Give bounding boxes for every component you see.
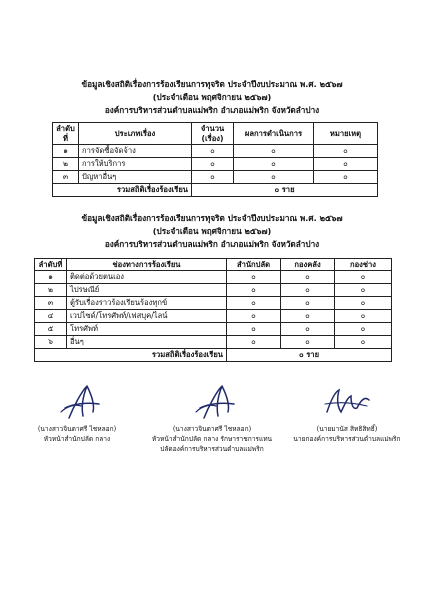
row-channel: อื่นๆ — [67, 336, 227, 349]
total-value: ๐ ราย — [227, 349, 392, 362]
header-remark: หมายเหตุ — [314, 123, 378, 145]
section2-title — [0, 212, 424, 251]
row-topic: การให้บริการ — [79, 158, 192, 171]
row-finance: ๐ — [281, 297, 335, 310]
row-finance: ๐ — [281, 323, 335, 336]
row-no: ๒ — [53, 158, 79, 171]
signature-image — [182, 382, 242, 422]
signatory-position: หัวหน้าสำนักปลัด กลาง รักษาราชการแทน — [151, 435, 273, 443]
header-office: สำนักปลัด — [227, 259, 281, 271]
section1-title-line-1: ข้อมูลเชิงสถิติเรื่องการร้องเรียนการทุจริต ประจำปีงบประมาณ พ.ศ. ๒๕๖๗ — [81, 79, 343, 89]
row-channel: โทรศัพท์ — [67, 323, 227, 336]
row-engineering: ๐ — [335, 323, 392, 336]
row-office: ๐ — [227, 310, 281, 323]
table-row — [35, 323, 392, 336]
signatory-position: ปลัดองค์การบริหารส่วนตำบลแม่พริก — [160, 445, 264, 453]
signature-block-1 — [2, 382, 152, 444]
total-row — [35, 349, 392, 362]
row-no: ๓ — [35, 297, 67, 310]
row-result: ๐ — [234, 171, 314, 184]
header-count-line-1: จำนวน — [200, 123, 225, 133]
total-row — [53, 184, 378, 197]
row-count: ๐ — [192, 158, 234, 171]
row-office: ๐ — [227, 284, 281, 297]
section2-title-line-3: องค์การบริหารส่วนตำบลแม่พริก อำเภอแม่พริก จังหวัดลำปาง — [104, 239, 320, 249]
row-engineering: ๐ — [335, 310, 392, 323]
row-topic: การจัดซื้อจัดจ้าง — [79, 145, 192, 158]
row-finance: ๐ — [281, 336, 335, 349]
row-no: ๒ — [35, 284, 67, 297]
complaint-type-table — [52, 122, 378, 197]
header-result: ผลการดำเนินการ — [234, 123, 314, 145]
row-topic: ปัญหาอื่นๆ — [79, 171, 192, 184]
table-row — [53, 145, 378, 158]
row-no: ๓ — [53, 171, 79, 184]
row-office: ๐ — [227, 297, 281, 310]
signatory-position: หัวหน้าสำนักปลัด กลาง — [43, 435, 111, 443]
row-engineering: ๐ — [335, 284, 392, 297]
section1-title — [0, 78, 424, 117]
row-no: ๑ — [35, 271, 67, 284]
row-no: ๔ — [35, 310, 67, 323]
table-row — [35, 271, 392, 284]
row-engineering: ๐ — [335, 297, 392, 310]
row-no: ๕ — [35, 323, 67, 336]
header-finance: กองคลัง — [281, 259, 335, 271]
row-finance: ๐ — [281, 271, 335, 284]
signature-block-3 — [272, 382, 422, 444]
row-no: ๖ — [35, 336, 67, 349]
row-result: ๐ — [234, 158, 314, 171]
signatory-name: (นางสาวจินตาศรี ไชหลอก) — [172, 425, 252, 433]
signatory-name: (นางสาวจินตาศรี ไชหลอก) — [37, 425, 117, 433]
row-count: ๐ — [192, 145, 234, 158]
row-result: ๐ — [234, 145, 314, 158]
row-channel: ติดต่อด้วยตนเอง — [67, 271, 227, 284]
table-row — [35, 297, 392, 310]
row-finance: ๐ — [281, 284, 335, 297]
signature-image — [47, 382, 107, 422]
total-label: รวมสถิติเรื่องร้องเรียน — [53, 184, 192, 197]
row-channel: เวปไซด์/โทรศัพท์/เฟสบุค/ไลน์ — [67, 310, 227, 323]
row-remark: ๐ — [314, 158, 378, 171]
signatory-position: นายกองค์การบริหารส่วนตำบลแม่พริก — [293, 435, 401, 443]
row-remark: ๐ — [314, 171, 378, 184]
row-office: ๐ — [227, 323, 281, 336]
row-remark: ๐ — [314, 145, 378, 158]
table-header-row — [35, 259, 392, 271]
table-row — [53, 158, 378, 171]
header-topic: ประเภทเรื่อง — [79, 123, 192, 145]
table-header-row — [53, 123, 378, 145]
header-engineering: กองช่าง — [335, 259, 392, 271]
section2-title-line-1: ข้อมูลเชิงสถิติเรื่องการร้องเรียนการทุจริต ประจำปีงบประมาณ พ.ศ. ๒๕๖๗ — [81, 213, 343, 223]
total-label: รวมสถิติเรื่องร้องเรียน — [35, 349, 227, 362]
table-row — [35, 310, 392, 323]
header-no: ลำดับที่ — [35, 259, 67, 271]
header-channel: ช่องทางการร้องเรียน — [67, 259, 227, 271]
total-value: ๐ ราย — [192, 184, 378, 197]
section1-title-line-3: องค์การบริหารส่วนตำบลแม่พริก อำเภอแม่พริก จังหวัดลำปาง — [104, 105, 320, 115]
table-row — [53, 171, 378, 184]
header-count — [192, 123, 234, 145]
table-row — [35, 336, 392, 349]
row-engineering: ๐ — [335, 336, 392, 349]
signatory-name: (นายมานัส สิทธิสิทธิ์) — [316, 425, 378, 433]
header-count-line-2: (เรื่อง) — [201, 133, 224, 143]
signature-image — [317, 382, 377, 422]
header-no-line-1: ลำดับ — [56, 123, 75, 133]
section1-title-line-2: (ประจำเดือน พฤศจิกายน ๒๕๖๗) — [152, 92, 272, 102]
header-no — [53, 123, 79, 145]
row-no: ๑ — [53, 145, 79, 158]
section2-title-line-2: (ประจำเดือน พฤศจิกายน ๒๕๖๗) — [152, 226, 272, 236]
row-office: ๐ — [227, 271, 281, 284]
row-channel: ไปรษณีย์ — [67, 284, 227, 297]
row-finance: ๐ — [281, 310, 335, 323]
table-row — [35, 284, 392, 297]
row-channel: ตู้รับเรื่องราวร้องเรียนร้องทุกข์ — [67, 297, 227, 310]
complaint-channel-table — [34, 258, 392, 362]
row-office: ๐ — [227, 336, 281, 349]
header-no-line-2: ที่ — [62, 133, 68, 143]
row-count: ๐ — [192, 171, 234, 184]
signature-block-2 — [137, 382, 287, 454]
row-engineering: ๐ — [335, 271, 392, 284]
